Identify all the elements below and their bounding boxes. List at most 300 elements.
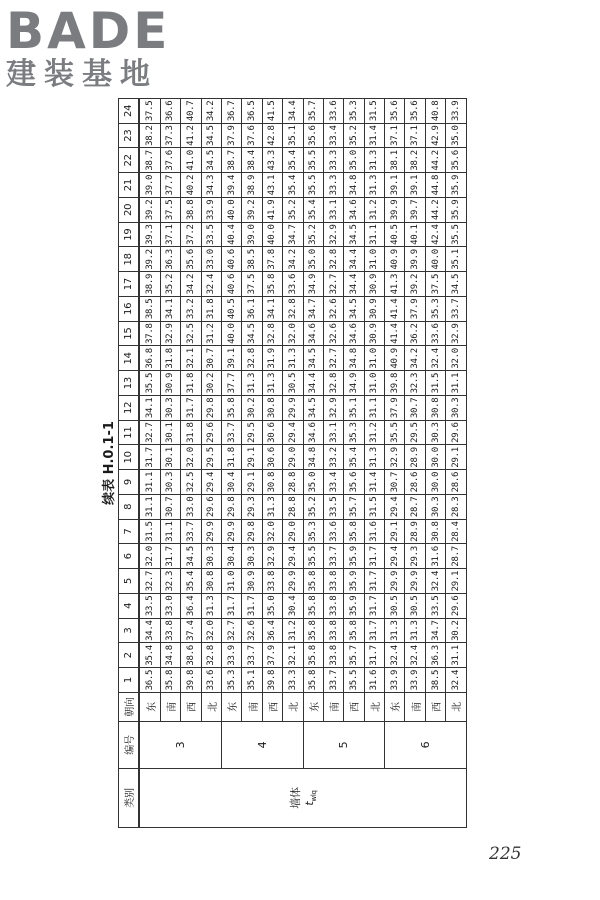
temperature-cell: 32.0 (446, 346, 466, 371)
temperature-cell: 40.4 (221, 222, 241, 247)
temperature-cell: 37.9 (262, 643, 282, 668)
logo-name-cn: 建装基地 (6, 57, 158, 92)
temperature-cell: 38.2 (405, 148, 425, 173)
temperature-cell: 31.3 (364, 445, 384, 470)
header-hour: 23 (119, 123, 140, 148)
temperature-cell: 35.3 (303, 519, 323, 544)
temperature-cell: 40.2 (181, 173, 201, 198)
temperature-cell: 31.7 (181, 396, 201, 421)
temperature-cell: 30.8 (262, 470, 282, 495)
temperature-cell: 31.1 (446, 371, 466, 396)
temperature-cell: 31.6 (364, 519, 384, 544)
temperature-cell: 33.3 (283, 668, 303, 693)
temperature-cell: 33.7 (181, 519, 201, 544)
temperature-cell: 33.4 (323, 123, 343, 148)
temperature-cell: 37.4 (181, 618, 201, 643)
temperature-cell: 35.1 (283, 123, 303, 148)
temperature-cell: 32.7 (323, 272, 343, 297)
temperature-cell: 35.0 (262, 594, 282, 619)
temperature-cell: 34.4 (303, 371, 323, 396)
temperature-cell: 30.8 (262, 396, 282, 421)
temperature-cell: 40.6 (221, 247, 241, 272)
temperature-cell: 32.7 (323, 346, 343, 371)
temperature-cell: 35.5 (385, 420, 405, 445)
temperature-cell: 30.4 (221, 544, 241, 569)
temperature-cell: 38.9 (139, 272, 160, 297)
temperature-cell: 39.2 (242, 198, 262, 223)
temperature-cell: 29.9 (385, 569, 405, 594)
temperature-cell: 29.4 (283, 544, 303, 569)
temperature-cell: 32.9 (446, 321, 466, 346)
temperature-cell: 30.3 (425, 495, 445, 520)
temperature-cell: 33.6 (201, 668, 221, 693)
temperature-cell: 33.9 (221, 643, 241, 668)
table-row (160, 99, 180, 828)
temperature-cell: 38.5 (425, 668, 445, 693)
temperature-cell: 30.3 (425, 420, 445, 445)
temperature-cell: 28.8 (283, 470, 303, 495)
category-cell (139, 769, 466, 828)
temperature-cell: 39.8 (181, 668, 201, 693)
header-hour: 22 (119, 148, 140, 173)
temperature-cell: 33.8 (160, 618, 180, 643)
temperature-cell: 37.7 (221, 371, 241, 396)
temperature-cell: 31.7 (364, 594, 384, 619)
temperature-cell: 35.0 (303, 470, 323, 495)
temperature-cell: 33.7 (242, 643, 262, 668)
temperature-cell: 30.2 (242, 396, 262, 421)
table-row (446, 99, 466, 828)
temperature-cell: 32.4 (201, 272, 221, 297)
temperature-cell: 34.8 (303, 445, 323, 470)
temperature-cell: 31.2 (364, 198, 384, 223)
temperature-cell: 31.3 (364, 148, 384, 173)
table-row (201, 99, 221, 828)
temperature-cell: 35.9 (344, 544, 364, 569)
temperature-cell: 40.9 (385, 247, 405, 272)
temperature-cell: 34.4 (283, 99, 303, 124)
temperature-cell: 35.4 (139, 643, 160, 668)
temperature-cell: 35.9 (344, 594, 364, 619)
temperature-cell: 35.6 (385, 99, 405, 124)
temperature-cell: 31.8 (221, 445, 241, 470)
header-hour: 5 (119, 569, 140, 594)
temperature-cell: 40.5 (385, 222, 405, 247)
temperature-cell: 31.5 (139, 519, 160, 544)
temperature-cell: 32.9 (323, 396, 343, 421)
rotated-table-page (100, 98, 550, 828)
header-hour: 10 (119, 445, 140, 470)
header-hour: 21 (119, 173, 140, 198)
temperature-cell: 33.8 (262, 569, 282, 594)
temperature-cell: 30.8 (425, 396, 445, 421)
temperature-cell: 34.4 (344, 272, 364, 297)
temperature-cell: 36.5 (139, 668, 160, 693)
table-row (221, 99, 241, 828)
temperature-cell: 35.4 (283, 148, 303, 173)
temperature-cell: 29.4 (283, 420, 303, 445)
temperature-cell: 33.4 (323, 470, 343, 495)
temperature-cell: 41.2 (181, 123, 201, 148)
table-row (303, 99, 323, 828)
temperature-cell: 41.5 (262, 99, 282, 124)
temperature-cell: 31.1 (139, 470, 160, 495)
temperature-cell: 33.2 (181, 297, 201, 322)
temperature-cell: 35.9 (446, 173, 466, 198)
orientation-cell: 西 (425, 693, 445, 722)
table-row (262, 99, 282, 828)
header-hour: 6 (119, 544, 140, 569)
temperature-cell: 35.5 (303, 544, 323, 569)
temperature-cell: 35.4 (303, 198, 323, 223)
temperature-cell: 30.7 (201, 346, 221, 371)
temperature-cell: 34.2 (405, 346, 425, 371)
temperature-cell: 33.8 (323, 594, 343, 619)
temperature-cell: 31.7 (242, 594, 262, 619)
temperature-cell: 38.7 (221, 148, 241, 173)
temperature-cell: 35.8 (303, 618, 323, 643)
temperature-cell: 33.7 (446, 297, 466, 322)
header-hour: 4 (119, 594, 140, 619)
temperature-cell: 30.7 (385, 470, 405, 495)
temperature-cell: 32.8 (323, 247, 343, 272)
temperature-cell: 29.1 (242, 470, 262, 495)
temperature-cell: 35.9 (344, 569, 364, 594)
temperature-cell: 29.1 (385, 519, 405, 544)
temperature-cell: 34.9 (303, 272, 323, 297)
temperature-cell: 32.9 (262, 544, 282, 569)
table-row (364, 99, 384, 828)
temperature-cell: 28.6 (405, 470, 425, 495)
temperature-cell: 33.3 (323, 148, 343, 173)
temperature-cell: 41.4 (385, 321, 405, 346)
temperature-cell: 35.8 (262, 272, 282, 297)
temperature-cell: 37.9 (385, 396, 405, 421)
temperature-cell: 36.8 (139, 346, 160, 371)
temperature-cell: 35.6 (303, 123, 323, 148)
temperature-cell: 31.0 (364, 247, 384, 272)
temperature-cell: 40.0 (425, 247, 445, 272)
temperature-cell: 40.6 (221, 272, 241, 297)
temperature-cell: 35.3 (344, 99, 364, 124)
temperature-cell: 32.0 (262, 519, 282, 544)
temperature-cell: 30.3 (160, 396, 180, 421)
temperature-cell: 30.9 (364, 297, 384, 322)
temperature-cell: 31.7 (221, 594, 241, 619)
temperature-cell: 29.1 (446, 569, 466, 594)
temperature-cell: 35.1 (242, 668, 262, 693)
temperature-cell: 35.7 (344, 643, 364, 668)
temperature-cell: 38.5 (242, 247, 262, 272)
table-row (283, 99, 303, 828)
temperature-cell: 37.2 (181, 222, 201, 247)
temperature-cell: 31.7 (364, 544, 384, 569)
temperature-cell: 35.5 (303, 173, 323, 198)
temperature-cell: 31.5 (364, 99, 384, 124)
temperature-cell: 35.8 (303, 569, 323, 594)
temperature-cell: 29.0 (283, 519, 303, 544)
temperature-cell: 31.1 (364, 222, 384, 247)
temperature-cell: 40.5 (221, 297, 241, 322)
temperature-cell: 33.7 (323, 668, 343, 693)
temperature-cell: 31.7 (364, 569, 384, 594)
temperature-cell: 32.4 (446, 668, 466, 693)
temperature-cell: 37.9 (221, 123, 241, 148)
temperature-cell: 30.9 (160, 371, 180, 396)
temperature-cell: 31.3 (242, 371, 262, 396)
temperature-cell: 35.2 (303, 495, 323, 520)
temperature-cell: 40.0 (221, 321, 241, 346)
temperature-cell: 37.6 (242, 123, 262, 148)
temperature-cell: 29.4 (385, 544, 405, 569)
temperature-cell: 39.8 (385, 371, 405, 396)
temperature-cell: 36.5 (242, 99, 262, 124)
temperature-cell: 33.6 (323, 519, 343, 544)
temperature-cell: 39.1 (221, 346, 241, 371)
temperature-cell: 33.5 (139, 594, 160, 619)
table-header-row (119, 99, 140, 828)
temperature-cell: 32.9 (323, 222, 343, 247)
temperature-cell: 33.8 (323, 618, 343, 643)
orientation-cell: 北 (201, 693, 221, 722)
temperature-cell: 39.1 (385, 173, 405, 198)
temperature-cell: 35.4 (344, 445, 364, 470)
temperature-cell: 32.4 (425, 346, 445, 371)
temperature-cell: 39.3 (139, 222, 160, 247)
temperature-cell: 33.3 (323, 173, 343, 198)
temperature-cell: 41.9 (262, 198, 282, 223)
temperature-cell: 31.0 (221, 569, 241, 594)
category-symbol (303, 770, 318, 826)
temperature-cell: 40.0 (221, 198, 241, 223)
temperature-cell: 32.0 (283, 321, 303, 346)
temperature-cell: 39.0 (139, 173, 160, 198)
temperature-cell: 32.6 (323, 321, 343, 346)
logo-brand: BADE (6, 2, 171, 60)
temperature-cell: 31.3 (262, 371, 282, 396)
temperature-cell: 34.5 (446, 272, 466, 297)
header-category: 类别 (119, 769, 140, 828)
temperature-cell: 29.9 (405, 569, 425, 594)
temperature-cell: 33.9 (405, 668, 425, 693)
temperature-cell: 32.5 (181, 470, 201, 495)
temperature-cell: 32.7 (139, 569, 160, 594)
table-row (405, 99, 425, 828)
temperature-cell: 31.4 (364, 470, 384, 495)
temperature-cell: 37.1 (160, 222, 180, 247)
temperature-cell: 29.6 (446, 594, 466, 619)
temperature-cell: 34.4 (344, 247, 364, 272)
temperature-cell: 34.3 (201, 173, 221, 198)
temperature-cell: 37.3 (160, 123, 180, 148)
temperature-cell: 30.8 (425, 519, 445, 544)
temperature-cell: 31.2 (364, 420, 384, 445)
orientation-cell: 南 (323, 693, 343, 722)
temperature-cell: 30.1 (160, 445, 180, 470)
header-number: 编号 (119, 722, 140, 769)
temperature-cell: 32.4 (385, 643, 405, 668)
temperature-cell: 36.3 (160, 247, 180, 272)
temperature-cell: 30.3 (201, 544, 221, 569)
temperature-cell: 37.1 (405, 123, 425, 148)
temperature-cell: 34.5 (303, 346, 323, 371)
temperature-cell: 32.9 (160, 321, 180, 346)
temperature-cell: 35.5 (344, 668, 364, 693)
temperature-cell: 40.8 (425, 99, 445, 124)
temperature-cell: 31.6 (425, 544, 445, 569)
temperature-cell: 37.9 (405, 297, 425, 322)
temperature-cell: 35.5 (139, 371, 160, 396)
temperature-cell: 36.3 (425, 643, 445, 668)
temperature-cell: 29.5 (201, 445, 221, 470)
temperature-cell: 32.0 (181, 445, 201, 470)
temperature-cell: 33.8 (323, 643, 343, 668)
temperature-cell: 39.8 (262, 668, 282, 693)
temperature-cell: 30.9 (242, 569, 262, 594)
temperature-cell: 36.6 (160, 99, 180, 124)
temperature-cell: 35.8 (303, 668, 323, 693)
temperature-cell: 32.8 (242, 346, 262, 371)
temperature-cell: 33.9 (201, 198, 221, 223)
temperature-cell: 31.3 (283, 346, 303, 371)
temperature-cell: 41.3 (385, 272, 405, 297)
temperature-cell: 40.9 (385, 346, 405, 371)
temperature-cell: 29.5 (242, 420, 262, 445)
orientation-cell: 东 (385, 693, 405, 722)
temperature-cell: 34.6 (303, 420, 323, 445)
temperature-cell: 33.1 (323, 198, 343, 223)
header-hour: 17 (119, 272, 140, 297)
temperature-cell: 31.1 (139, 495, 160, 520)
orientation-cell: 东 (139, 693, 160, 722)
temperature-cell: 33.2 (323, 445, 343, 470)
temperature-cell: 37.1 (385, 123, 405, 148)
temperature-cell: 37.5 (242, 272, 262, 297)
header-hour: 13 (119, 371, 140, 396)
temperature-cell: 42.9 (425, 123, 445, 148)
table-row (242, 99, 262, 828)
temperature-cell: 31.8 (201, 297, 221, 322)
temperature-cell: 37.8 (139, 321, 160, 346)
temperature-cell: 29.4 (385, 495, 405, 520)
temperature-cell: 41.4 (385, 297, 405, 322)
temperature-cell: 35.8 (303, 643, 323, 668)
table-row (385, 99, 405, 828)
temperature-cell: 34.6 (303, 321, 323, 346)
orientation-cell: 南 (242, 693, 262, 722)
group-number-cell: 4 (221, 722, 303, 769)
temperature-cell: 34.6 (344, 198, 364, 223)
temperature-cell: 30.5 (405, 594, 425, 619)
temperature-cell: 30.4 (283, 594, 303, 619)
header-hour: 8 (119, 495, 140, 520)
temperature-cell: 30.5 (385, 594, 405, 619)
header-hour: 9 (119, 470, 140, 495)
temperature-cell: 35.6 (181, 247, 201, 272)
temperature-cell: 32.6 (323, 297, 343, 322)
temperature-cell: 34.7 (283, 222, 303, 247)
temperature-cell: 29.6 (201, 495, 221, 520)
temperature-cell: 28.3 (446, 495, 466, 520)
temperature-cell: 39.1 (405, 173, 425, 198)
temperature-cell: 35.2 (344, 123, 364, 148)
temperature-cell: 33.1 (323, 420, 343, 445)
temperature-cell: 34.6 (344, 321, 364, 346)
temperature-cell: 34.5 (201, 148, 221, 173)
temperature-cell: 35.0 (344, 148, 364, 173)
temperature-cell: 30.4 (221, 470, 241, 495)
temperature-cell: 35.0 (303, 247, 323, 272)
temperature-cell: 32.6 (242, 618, 262, 643)
temperature-cell: 35.8 (344, 618, 364, 643)
header-hour: 19 (119, 222, 140, 247)
temperature-cell: 40.1 (405, 222, 425, 247)
table-row (425, 99, 445, 828)
temperature-cell: 30.3 (242, 544, 262, 569)
temperature-cell: 31.2 (201, 321, 221, 346)
table-caption: 续表 H.0.1-1 (102, 421, 117, 505)
temperature-cell: 35.2 (160, 272, 180, 297)
temperature-cell: 28.4 (446, 519, 466, 544)
temperature-cell: 32.4 (425, 569, 445, 594)
temperature-cell: 30.9 (364, 321, 384, 346)
temperature-cell: 32.0 (139, 544, 160, 569)
temperature-cell: 34.1 (262, 297, 282, 322)
temperature-cell: 34.5 (201, 123, 221, 148)
temperature-cell: 32.5 (181, 321, 201, 346)
header-hour: 2 (119, 643, 140, 668)
temperature-cell: 39.2 (405, 272, 425, 297)
temperature-cell: 31.7 (364, 643, 384, 668)
temperature-cell: 41.0 (181, 148, 201, 173)
temperature-cell: 34.1 (139, 396, 160, 421)
temperature-cell: 31.3 (262, 495, 282, 520)
temperature-cell: 38.1 (385, 148, 405, 173)
orientation-cell: 西 (262, 693, 282, 722)
temperature-cell: 36.1 (242, 297, 262, 322)
temperature-cell: 38.8 (181, 198, 201, 223)
temperature-cell: 32.3 (160, 569, 180, 594)
table-row (181, 99, 201, 828)
temperature-cell: 32.8 (262, 321, 282, 346)
temperature-cell: 31.3 (405, 618, 425, 643)
temperature-cell: 31.3 (385, 618, 405, 643)
temperature-cell: 35.8 (303, 594, 323, 619)
temperature-cell: 37.6 (160, 148, 180, 173)
temperature-cell: 39.4 (221, 173, 241, 198)
temperature-cell: 35.6 (405, 99, 425, 124)
temperature-cell: 35.2 (303, 222, 323, 247)
temperature-cell: 31.9 (262, 346, 282, 371)
temperature-cell: 36.2 (405, 321, 425, 346)
temperature-cell: 30.6 (262, 420, 282, 445)
temperature-cell: 35.4 (181, 569, 201, 594)
temperature-cell: 34.8 (344, 173, 364, 198)
table-body (139, 99, 466, 828)
temperature-cell: 39.2 (139, 198, 160, 223)
temperature-cell: 34.4 (139, 618, 160, 643)
header-hour: 3 (119, 618, 140, 643)
temperature-cell: 31.3 (201, 594, 221, 619)
temperature-cell: 35.7 (303, 99, 323, 124)
temperature-cell: 32.0 (201, 618, 221, 643)
temperature-cell: 32.1 (181, 346, 201, 371)
category-symbol-subscript: wlq (310, 790, 319, 802)
temperature-cell: 31.1 (160, 519, 180, 544)
temperature-cell: 35.8 (221, 396, 241, 421)
temperature-cell: 35.4 (283, 173, 303, 198)
temperature-cell: 43.1 (262, 173, 282, 198)
